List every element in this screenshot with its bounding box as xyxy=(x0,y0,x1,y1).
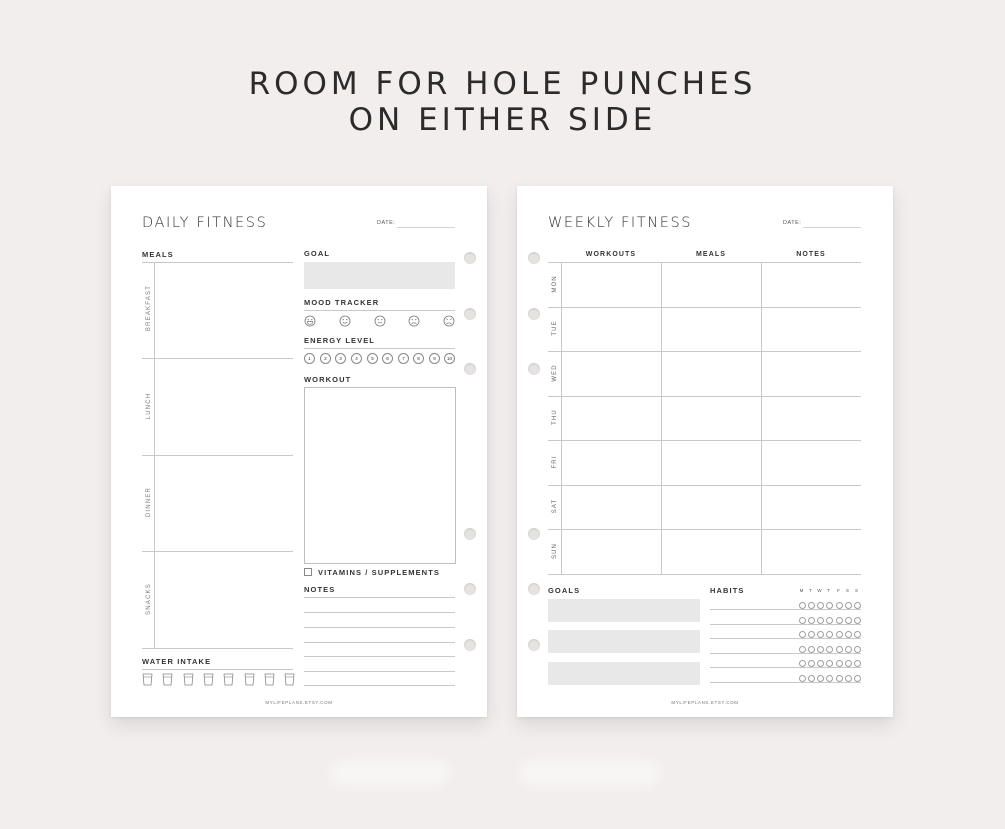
habit-checkbox[interactable] xyxy=(799,646,806,653)
habit-checkbox[interactable] xyxy=(854,660,861,667)
habit-checkbox[interactable] xyxy=(826,631,833,638)
grid-rule xyxy=(548,440,861,441)
weekly-fitness-sheet xyxy=(517,186,893,717)
water-rule xyxy=(142,669,293,670)
habit-checkbox[interactable] xyxy=(817,602,824,609)
weekly-date-label: DATE: xyxy=(783,220,802,226)
habits-label: HABITS xyxy=(710,586,745,595)
punch-hole xyxy=(528,639,540,651)
habit-day-wed: W xyxy=(817,588,822,593)
goal-field[interactable] xyxy=(548,662,700,685)
notes-line[interactable] xyxy=(304,612,455,613)
habit-checkbox[interactable] xyxy=(854,602,861,609)
notes-line[interactable] xyxy=(304,597,455,598)
habit-checkbox[interactable] xyxy=(799,660,806,667)
habit-checkbox[interactable] xyxy=(826,646,833,653)
energy-level-9[interactable]: 9 xyxy=(429,353,440,364)
grid-divider xyxy=(561,262,562,574)
energy-rule xyxy=(304,348,455,349)
habit-checkbox[interactable] xyxy=(845,602,852,609)
day-label-fri: FRI xyxy=(552,455,558,469)
punch-hole xyxy=(528,252,540,264)
habit-checkbox[interactable] xyxy=(854,675,861,682)
punch-hole xyxy=(464,363,476,375)
laughing-face-icon[interactable] xyxy=(304,315,316,327)
grid-rule xyxy=(548,262,861,263)
habit-row-line[interactable] xyxy=(710,653,861,654)
column-header-meals: MEALS xyxy=(696,251,726,258)
day-label-sat: SAT xyxy=(552,498,558,514)
punch-hole xyxy=(528,583,540,595)
habit-checkbox[interactable] xyxy=(826,660,833,667)
habit-checkbox[interactable] xyxy=(845,675,852,682)
habit-checkbox[interactable] xyxy=(808,660,815,667)
habit-row-line[interactable] xyxy=(710,638,861,639)
energy-level-5[interactable]: 5 xyxy=(367,353,378,364)
sad-face-icon[interactable] xyxy=(408,315,420,327)
notes-line[interactable] xyxy=(304,656,455,657)
habit-checkbox[interactable] xyxy=(836,660,843,667)
neutral-face-icon[interactable] xyxy=(374,315,386,327)
notes-line[interactable] xyxy=(304,627,455,628)
goal-field[interactable] xyxy=(548,630,700,653)
habit-day-mon: M xyxy=(799,588,804,593)
energy-level-6[interactable]: 6 xyxy=(382,353,393,364)
habit-checkbox[interactable] xyxy=(854,631,861,638)
punch-hole xyxy=(464,639,476,651)
habit-checkbox[interactable] xyxy=(845,617,852,624)
habit-day-sat: S xyxy=(845,588,849,593)
daily-title: DAILY FITNESS xyxy=(142,215,268,231)
habit-checkbox[interactable] xyxy=(836,602,843,609)
day-label-wed: WED xyxy=(552,364,558,382)
vitamins-label: VITAMINS / SUPPLEMENTS xyxy=(318,568,440,577)
habit-row-line[interactable] xyxy=(710,624,861,625)
energy-level-3[interactable]: 3 xyxy=(335,353,346,364)
punch-hole xyxy=(464,528,476,540)
habit-day-thu: T xyxy=(827,588,830,593)
happy-face-icon[interactable] xyxy=(339,315,351,327)
headline-line-1: ROOM FOR HOLE PUNCHES xyxy=(248,66,757,102)
energy-level-4[interactable]: 4 xyxy=(351,353,362,364)
meal-separator xyxy=(142,648,293,649)
habit-checkbox[interactable] xyxy=(836,631,843,638)
headline-line-2: ON EITHER SIDE xyxy=(348,102,657,138)
background-blur xyxy=(520,760,660,786)
meal-separator xyxy=(142,358,293,359)
water-cup-icon[interactable] xyxy=(183,673,194,686)
habit-checkbox[interactable] xyxy=(808,602,815,609)
habit-checkbox[interactable] xyxy=(808,631,815,638)
day-label-thu: THU xyxy=(552,409,558,425)
habit-checkbox[interactable] xyxy=(836,675,843,682)
grid-rule xyxy=(548,574,861,575)
water-cup-icon[interactable] xyxy=(264,673,275,686)
water-cup-icon[interactable] xyxy=(244,673,255,686)
habit-checkbox[interactable] xyxy=(817,660,824,667)
daily-fitness-sheet xyxy=(111,186,487,717)
punch-hole xyxy=(464,252,476,264)
grid-divider xyxy=(661,262,662,574)
habit-checkbox[interactable] xyxy=(799,602,806,609)
habit-checkbox[interactable] xyxy=(799,631,806,638)
punch-hole xyxy=(464,308,476,320)
habit-day-fri: F xyxy=(837,588,840,593)
habit-day-sun: S xyxy=(854,588,858,593)
energy-level-1[interactable]: 1 xyxy=(304,353,315,364)
habit-checkbox[interactable] xyxy=(799,617,806,624)
habit-checkbox[interactable] xyxy=(836,617,843,624)
habit-checkbox[interactable] xyxy=(808,646,815,653)
grid-divider xyxy=(761,262,762,574)
habit-checkbox[interactable] xyxy=(826,617,833,624)
habit-checkbox[interactable] xyxy=(799,675,806,682)
habit-checkbox[interactable] xyxy=(826,675,833,682)
water-cup-icon[interactable] xyxy=(203,673,214,686)
angry-face-icon[interactable] xyxy=(443,315,455,327)
habit-checkbox[interactable] xyxy=(817,617,824,624)
meal-label-breakfast: BREAKFAST xyxy=(146,284,152,332)
water-cup-icon[interactable] xyxy=(162,673,173,686)
habit-checkbox[interactable] xyxy=(826,602,833,609)
meals-rule xyxy=(142,262,293,263)
meal-label-dinner: DINNER xyxy=(146,486,152,518)
habit-checkbox[interactable] xyxy=(817,675,824,682)
notes-label: NOTES xyxy=(304,585,336,594)
mood-tracker-label: MOOD TRACKER xyxy=(304,298,380,307)
habit-checkbox[interactable] xyxy=(836,646,843,653)
day-label-tue: TUE xyxy=(552,320,558,336)
meal-separator xyxy=(142,551,293,552)
punch-hole xyxy=(528,528,540,540)
water-cup-icon[interactable] xyxy=(284,673,295,686)
habit-row-line[interactable] xyxy=(710,609,861,610)
column-header-notes: NOTES xyxy=(796,251,826,258)
punch-hole xyxy=(528,308,540,320)
daily-date-label: DATE: xyxy=(377,220,396,226)
energy-level-label: ENERGY LEVEL xyxy=(304,336,375,345)
water-intake-label: WATER INTAKE xyxy=(142,657,212,666)
meal-label-snacks: SNACKS xyxy=(146,583,152,615)
habit-row-line[interactable] xyxy=(710,682,861,683)
goals-label: GOALS xyxy=(548,586,581,595)
habit-checkbox[interactable] xyxy=(854,617,861,624)
meal-label-lunch: LUNCH xyxy=(146,392,152,420)
weekly-title: WEEKLY FITNESS xyxy=(548,215,693,231)
grid-rule xyxy=(548,351,861,352)
goal-label: GOAL xyxy=(304,249,331,258)
notes-line[interactable] xyxy=(304,671,455,672)
column-header-workouts: WORKOUTS xyxy=(585,251,637,258)
goal-field[interactable] xyxy=(304,262,455,289)
grid-rule xyxy=(548,396,861,397)
day-label-mon: MON xyxy=(552,275,558,293)
habit-checkbox[interactable] xyxy=(845,646,852,653)
energy-level-2[interactable]: 2 xyxy=(320,353,331,364)
water-cup-icon[interactable] xyxy=(142,673,153,686)
punch-hole xyxy=(464,583,476,595)
weekly-date-line[interactable] xyxy=(803,227,861,228)
habit-row-line[interactable] xyxy=(710,667,861,668)
daily-date-line[interactable] xyxy=(397,227,455,228)
habit-checkbox[interactable] xyxy=(845,660,852,667)
grid-rule xyxy=(548,529,861,530)
notes-line[interactable] xyxy=(304,642,455,643)
goal-field[interactable] xyxy=(548,599,700,622)
energy-level-10[interactable]: 10 xyxy=(444,353,455,364)
energy-level-7[interactable]: 7 xyxy=(398,353,409,364)
habit-day-tue: T xyxy=(809,588,812,593)
habit-checkbox[interactable] xyxy=(854,646,861,653)
habit-checkbox[interactable] xyxy=(817,631,824,638)
meals-label: MEALS xyxy=(142,250,174,259)
workout-label: WORKOUT xyxy=(304,375,352,384)
punch-hole xyxy=(528,363,540,375)
daily-footer: MYLIFEPLANS.ETSY.COM xyxy=(265,700,333,705)
water-cup-icon[interactable] xyxy=(223,673,234,686)
meal-separator xyxy=(142,455,293,456)
weekly-footer: MYLIFEPLANS.ETSY.COM xyxy=(671,700,739,705)
habit-checkbox[interactable] xyxy=(845,631,852,638)
habit-checkbox[interactable] xyxy=(808,617,815,624)
grid-rule xyxy=(548,485,861,486)
workout-box[interactable] xyxy=(304,387,456,564)
mood-rule xyxy=(304,310,455,311)
day-label-sun: SUN xyxy=(552,543,558,559)
energy-level-8[interactable]: 8 xyxy=(413,353,424,364)
background-blur xyxy=(330,760,450,786)
notes-line[interactable] xyxy=(304,685,455,686)
grid-rule xyxy=(548,307,861,308)
habit-checkbox[interactable] xyxy=(808,675,815,682)
vitamins-checkbox[interactable] xyxy=(304,568,312,576)
habit-checkbox[interactable] xyxy=(817,646,824,653)
